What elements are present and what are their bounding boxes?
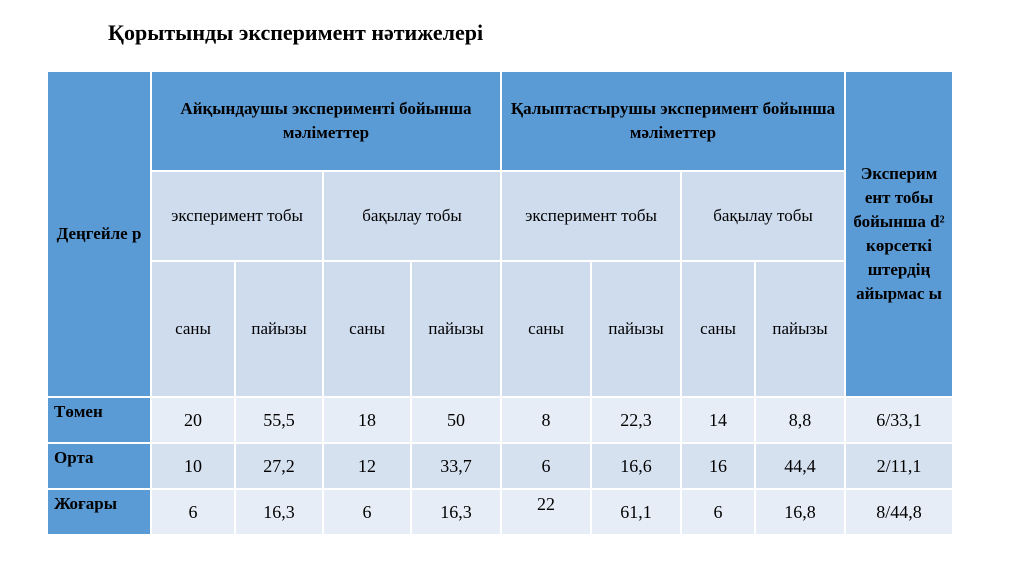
- header-count: саны: [681, 261, 755, 397]
- table-cell: 55,5: [235, 397, 323, 443]
- header-percent: пайызы: [235, 261, 323, 397]
- table-cell: 50: [411, 397, 501, 443]
- table-cell: 16,8: [755, 489, 845, 535]
- header-percent: пайызы: [755, 261, 845, 397]
- table-cell: 6: [323, 489, 411, 535]
- results-table: [46, 70, 954, 536]
- diff-cell: 2/11,1: [845, 443, 953, 489]
- table-cell: 22,3: [591, 397, 681, 443]
- table-cell: 8: [501, 397, 591, 443]
- row-label: Жоғары: [47, 489, 151, 535]
- table-cell: 18: [323, 397, 411, 443]
- header-control-group-1: бақылау тобы: [323, 171, 501, 261]
- header-percent: пайызы: [591, 261, 681, 397]
- table-row: [47, 397, 953, 443]
- header-difference: Эксперим ент тобы бойынша d² көрсеткі штердің айырмас ы: [845, 71, 953, 397]
- diff-cell: 8/44,8: [845, 489, 953, 535]
- table-cell: 14: [681, 397, 755, 443]
- header-experiment-group-2: эксперимент тобы: [501, 171, 681, 261]
- table-cell: 6: [151, 489, 235, 535]
- header-control-group-2: бақылау тобы: [681, 171, 845, 261]
- table-cell: 20: [151, 397, 235, 443]
- table-cell: 33,7: [411, 443, 501, 489]
- table-cell: 16: [681, 443, 755, 489]
- header-count: саны: [151, 261, 235, 397]
- table-cell: 6: [501, 443, 591, 489]
- table-row: [47, 489, 953, 535]
- header-experiment-group-1: эксперимент тобы: [151, 171, 323, 261]
- table-cell: 16,3: [235, 489, 323, 535]
- row-label: Орта: [47, 443, 151, 489]
- table-cell: 6: [681, 489, 755, 535]
- table-row: [47, 443, 953, 489]
- header-ascertaining: Айқындаушы эксперименті бойынша мәліметтер: [151, 71, 501, 171]
- header-count: саны: [323, 261, 411, 397]
- header-level: Деңгейле р: [47, 71, 151, 397]
- table-cell: 8,8: [755, 397, 845, 443]
- header-formative: Қалыптастырушы эксперимент бойынша мәліметтер: [501, 71, 845, 171]
- table-cell: 16,6: [591, 443, 681, 489]
- slide-title: Қорытынды эксперимент нәтижелері: [108, 20, 484, 45]
- table-cell: 27,2: [235, 443, 323, 489]
- header-count: саны: [501, 261, 591, 397]
- row-label: Төмен: [47, 397, 151, 443]
- table-cell: 61,1: [591, 489, 681, 535]
- table-cell: 16,3: [411, 489, 501, 535]
- table-cell: 10: [151, 443, 235, 489]
- table-cell: 12: [323, 443, 411, 489]
- table-cell: 44,4: [755, 443, 845, 489]
- diff-cell: 6/33,1: [845, 397, 953, 443]
- table-cell: 22: [501, 489, 591, 535]
- header-percent: пайызы: [411, 261, 501, 397]
